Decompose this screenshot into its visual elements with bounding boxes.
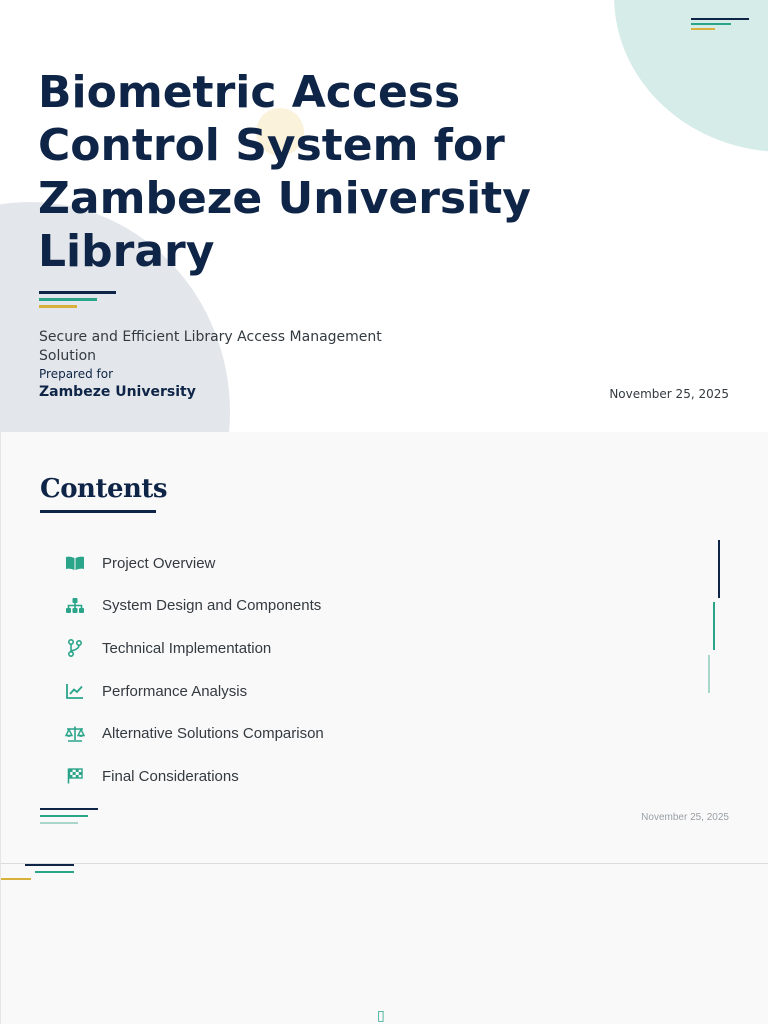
contents-item-label: Alternative Solutions Comparison (102, 725, 324, 743)
presentation-subtitle: Secure and Efficient Library Access Management Solution (39, 329, 382, 364)
footer-date: November 25, 2025 (641, 812, 729, 823)
decorative-bar-teal (713, 602, 715, 650)
accent-line-gold (1, 878, 31, 880)
balance-scale-icon (65, 724, 85, 744)
footer-accent-lines (40, 808, 100, 824)
contents-item-label: Technical Implementation (102, 639, 272, 657)
contents-item-performance-analysis[interactable] (65, 670, 324, 713)
contents-item-technical-implementation[interactable] (65, 627, 324, 670)
contents-item-final-considerations[interactable] (65, 755, 324, 798)
chart-line-icon (65, 681, 85, 701)
accent-line-light-teal (40, 822, 78, 824)
flag-checkered-icon (65, 766, 85, 786)
next-slide (0, 864, 768, 1024)
corner-accent-lines (691, 18, 751, 34)
code-branch-icon (65, 638, 85, 658)
accent-line-navy (39, 291, 116, 294)
organization-name: Zambeze University (39, 384, 196, 400)
title-accent-lines (39, 291, 119, 311)
contents-item-alternative-solutions[interactable] (65, 712, 324, 755)
contents-list (65, 542, 324, 798)
accent-line-teal (40, 815, 88, 817)
contents-item-system-design[interactable] (65, 585, 324, 628)
accent-line-teal (35, 871, 74, 873)
sitemap-icon (65, 596, 85, 616)
contents-slide (0, 432, 768, 864)
contents-item-label: Project Overview (102, 554, 216, 572)
contents-item-label: System Design and Components (102, 597, 322, 615)
contents-underline (40, 510, 156, 513)
contents-item-label: Final Considerations (102, 767, 239, 785)
accent-line-gold (39, 305, 77, 308)
decorative-bar-light-teal (708, 655, 710, 693)
prepared-for-label: Prepared for (39, 367, 114, 381)
accent-line-teal (691, 23, 731, 25)
book-icon (65, 553, 85, 573)
accent-line-gold (691, 28, 715, 30)
title-slide (0, 0, 768, 432)
contents-item-project-overview[interactable] (65, 542, 324, 585)
contents-item-label: Performance Analysis (102, 682, 248, 700)
presentation-title: Biometric Access Control System for Zambeze University Library (38, 67, 531, 277)
presentation-date: November 25, 2025 (609, 387, 729, 401)
accent-line-navy (691, 18, 749, 20)
accent-line-navy (40, 808, 98, 810)
missing-glyph-icon: ▯ (377, 1008, 385, 1024)
accent-line-navy (25, 864, 74, 866)
contents-heading: Contents (40, 474, 168, 504)
decorative-bar-navy (718, 540, 720, 598)
accent-line-teal (39, 298, 97, 301)
